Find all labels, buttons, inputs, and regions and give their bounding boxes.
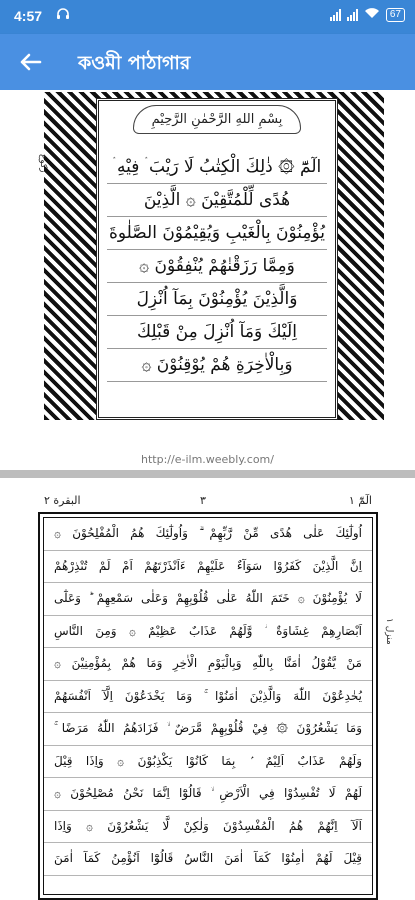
verse-line: قِيْلَ لَهُمْ اٰمِنُوْا كَمَآ اٰمَنَ النَّاسُ قَالُوْٓا اَنُؤْمِنُ كَمَآ اٰمَنَ — [44, 843, 372, 876]
verse-line: اُولٰٓئِكَ عَلٰى هُدًى مِّنْ رَّبِّهِمْ ۗ وَاُولٰٓئِكَ هُمُ الْمُفْلِحُوْنَ ۞ — [44, 518, 372, 551]
verse-line: هُدًى لِّلْمُتَّقِيْنَ ۞ الَّذِيْنَ — [107, 184, 327, 217]
page-2-header — [38, 494, 378, 510]
verse-line: اِلَيْكَ وَمَآ اُنْزِلَ مِنْ قَبْلِكَ — [107, 316, 327, 349]
verse-line: يُخٰدِعُوْنَ اللّٰهَ وَالَّذِيْنَ اٰمَنُوْا ۚ وَمَا يَخْدَعُوْنَ اِلَّآ اَنْفُسَهُمْ — [44, 681, 372, 714]
signal-icon-2 — [347, 9, 358, 21]
status-indicators — [330, 7, 405, 22]
verse-line: وَمَا يَشْعُرُوْنَ ۞ فِيْ قُلُوْبِهِمْ مَّرَضٌ ۙ فَزَادَهُمُ اللّٰهُ مَرَضًا ۚ — [44, 713, 372, 746]
verse-line: الٓمّٓ ۞ ذٰلِكَ الْكِتٰبُ لَا رَيْبَ ۛ فِيْهِ ۛ — [107, 151, 327, 184]
page-separator — [0, 470, 415, 478]
signal-icon — [330, 9, 341, 21]
page-1 — [0, 90, 415, 470]
verse-line: وَالَّذِيْنَ يُؤْمِنُوْنَ بِمَآ اُنْزِلَ — [107, 283, 327, 316]
page-number: ٣ — [200, 494, 206, 507]
back-button[interactable] — [14, 46, 46, 78]
page-1-margin-label: ركوع — [38, 154, 48, 173]
status-bar — [0, 0, 415, 34]
verse-line: اَبْصَارِهِمْ غِشَاوَةٌ ؗ وَّلَهُمْ عَذَابٌ عَظِيْمٌ ۞ وَمِنَ النَّاسِ — [44, 616, 372, 649]
app-bar — [0, 34, 415, 90]
page-2-text-box — [38, 512, 378, 900]
wifi-icon — [364, 7, 380, 22]
juz-name: الٓمّٓ ١ — [348, 494, 372, 507]
verse-line: وَبِالْاٰخِرَةِ هُمْ يُوْقِنُوْنَ ۞ — [107, 349, 327, 382]
verse-line: وَمِمَّا رَزَقْنٰهُمْ يُنْفِقُوْنَ ۞ — [107, 250, 327, 283]
page-1-text-panel — [96, 98, 338, 420]
pdf-viewer[interactable] — [0, 90, 415, 900]
verse-line: مَنْ يَّقُوْلُ اٰمَنَّا بِاللّٰهِ وَبِالْيَوْمِ الْاٰخِرِ وَمَا هُمْ بِمُؤْمِنِيْنَ ۞ — [44, 648, 372, 681]
page-2-margin-label: منزل ١ — [384, 618, 394, 645]
verse-line: وَلَهُمْ عَذَابٌ اَلِيْمٌ ۢ بِمَا كَانُوْا يَكْذِبُوْنَ ۞ وَاِذَا قِيْلَ — [44, 746, 372, 779]
headset-icon — [56, 7, 70, 25]
app-title: কওমী পাঠাগার — [78, 52, 191, 74]
page-1-verses — [107, 151, 327, 382]
surah-name: البقرة ٢ — [44, 494, 81, 507]
page-2 — [0, 478, 415, 900]
verse-line: اِنَّ الَّذِيْنَ كَفَرُوْا سَوَآءٌ عَلَيْهِمْ ءَاَنْذَرْتَهُمْ اَمْ لَمْ تُنْذِرْهُمْ — [44, 551, 372, 584]
ornamental-border — [44, 92, 384, 420]
status-time: 4:57 — [14, 8, 43, 24]
verse-line: اَلَآ اِنَّهُمْ هُمُ الْمُفْسِدُوْنَ وَلٰكِنْ لَّا يَشْعُرُوْنَ ۞ وَاِذَا — [44, 811, 372, 844]
verse-line: لَا يُؤْمِنُوْنَ ۞ خَتَمَ اللّٰهُ عَلٰى قُلُوْبِهِمْ وَعَلٰى سَمْعِهِمْ ؕ وَعَلٰٓى — [44, 583, 372, 616]
battery-icon: 67 — [386, 8, 405, 22]
verse-line: لَهُمْ لَا تُفْسِدُوْا فِي الْاَرْضِ ۙ قَالُوْٓا اِنَّمَا نَحْنُ مُصْلِحُوْنَ ۞ — [44, 778, 372, 811]
source-watermark: http://e-ilm.weebly.com/ — [141, 453, 274, 466]
bismillah-header: بِسْمِ اللهِ الرَّحْمٰنِ الرَّحِيْمِ — [133, 105, 301, 134]
verse-line: يُؤْمِنُوْنَ بِالْغَيْبِ وَيُقِيْمُوْنَ الصَّلٰوةَ — [107, 217, 327, 250]
arrow-back-icon — [14, 46, 46, 78]
